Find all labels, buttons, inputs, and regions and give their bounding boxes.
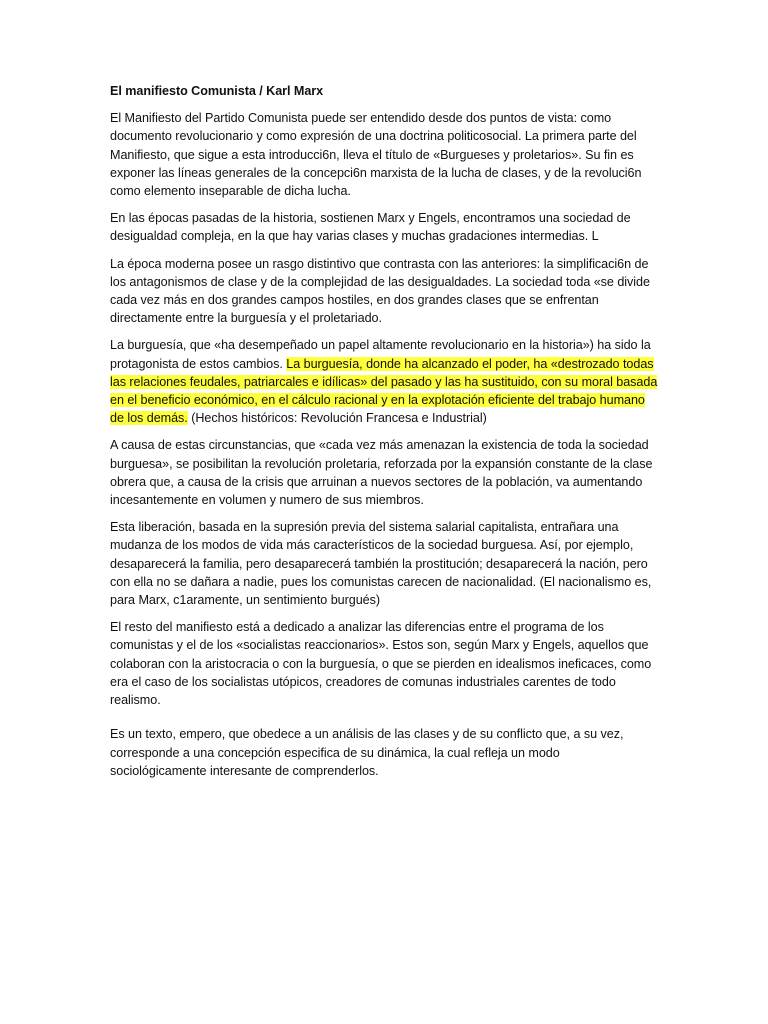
highlighted-text: La burguesía, donde ha alcanzado el poder, ha «destrozado todas las relaciones feudales, patriarcales e idílicas» del pasado y las ha sustituido, con su moral basada en el beneficio económico, en el cálculo racional y en la explotación eficiente del trabajo humano de los demás. [110,356,658,426]
paragraph-5: A causa de estas circunstancias, que «cada vez más amenazan la existencia de toda la sociedad burguesa», se posibilitan la revolución proletaria, reforzada por la expansión constante de la clase obrera que, a causa de la crisis que arruinan a nuevos sectores de la población, va aumentando incesantemente en volumen y numero de sus miembros. [110,438,653,508]
paragraph-2: En las épocas pasadas de la historia, sostienen Marx y Engels, encontramos una sociedad de desigualdad compleja, en la que hay varias clases y muchas gradaciones intermedias. L [110,211,631,244]
paragraph-7: El resto del manifiesto está a dedicado a analizar las diferencias entre el programa de los comunistas y el de los «socialistas reaccionarios». Estos son, según Marx y Engels, aquellos que colaboran con la aristocracia o con la burguesía, o que se pierden en idealismos ineficaces, como era el caso de los socialistas utópicos, creadores de comunas industriales carentes de todo realismo. [110,620,652,708]
paragraph-4-text-before: La burguesía, que «ha desempeñado un papel altamente revolucionario en la historia») ha sido la protagonista de estos cambios. [110,338,651,371]
paragraph-4-text-after: (Hechos históricos: Revolución Francesa e Industrial) [187,411,487,426]
document-body [110,82,658,789]
paragraph-8: Es un texto, empero, que obedece a un análisis de las clases y de su conflicto que, a su vez, corresponde a una concepción especifica de su dinámica, la cual refleja un modo sociológicamente interesante de comprenderlos. [110,727,624,778]
paragraph-4 [110,336,658,427]
paragraph-6: Esta liberación, basada en la supresión previa del sistema salarial capitalista, entrañara una mudanza de los modos de vida más característicos de la sociedad burguesa. Así, por ejemplo, desaparecerá la familia, pero desaparecerá también la prostitución; desaparecerá la nación, pero con ella no se dañara a nadie, pues los comunistas carecen de nacionalidad. (El nacionalismo es, para Marx, c1aramente, un sentimiento burgués) [110,520,652,608]
paragraph-3: La época moderna posee un rasgo distintivo que contrasta con las anteriores: la simplificaci6n de los antagonismos de clase y de la complejidad de las desigualdades. La sociedad toda «se divide cada vez más en dos grandes campos hostiles, en dos grandes clases que se enfrentan directamente entre la burguesía y el proletariado. [110,256,650,326]
document-title: El manifiesto Comunista / Karl Marx [110,84,324,98]
paragraph-1: El Manifiesto del Partido Comunista puede ser entendido desde dos puntos de vista: como documento revolucionario y como expresión de una doctrina politicosocial. La primera parte del Manifiesto, que sigue a esta introducci6n, lleva el título de «Burgueses y proletarios». Su fin es exponer las líneas generales de la concepci6n marxista de la lucha de clases, y de la revoluci6n como elemento inseparable de dicha lucha. [110,111,642,199]
